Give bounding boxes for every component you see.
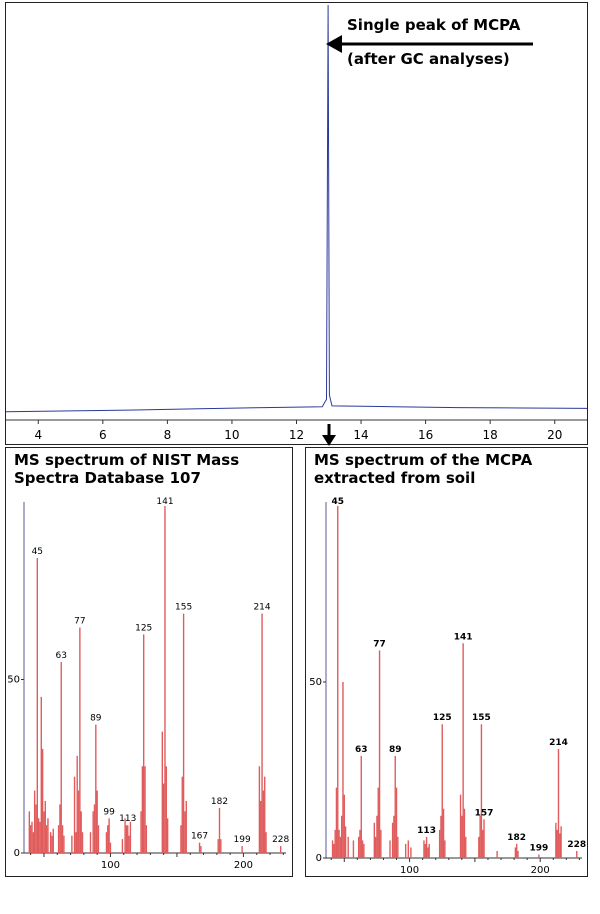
nist-spectrum-title-line-2: Spectra Database 107 — [14, 469, 201, 487]
soil-spectrum-peak-label: 125 — [432, 713, 452, 724]
chromatogram-x-tick-label: 8 — [163, 428, 172, 442]
soil-spectrum-title-line-2: extracted from soil — [314, 469, 476, 487]
chromatogram-x-tick-label: 14 — [353, 428, 369, 442]
chromatogram-x-tick-label: 16 — [417, 428, 434, 442]
soil-spectrum-peak-label: 89 — [388, 744, 402, 755]
soil-spectrum-panel — [305, 447, 588, 877]
soil-spectrum-peak-label: 199 — [529, 843, 549, 854]
annotation-line-2: (after GC analyses) — [347, 50, 510, 68]
chromatogram-x-tick-label: 4 — [34, 428, 43, 442]
nist-spectrum-peak-label: 99 — [103, 807, 115, 818]
nist-spectrum-y-tick-label: 50 — [7, 674, 20, 686]
nist-spectrum-panel — [5, 447, 293, 877]
soil-spectrum-title-line-1: MS spectrum of the MCPA — [314, 451, 533, 469]
nist-spectrum-peak-label: 199 — [233, 835, 251, 846]
nist-spectrum-peak-label: 182 — [210, 796, 229, 807]
soil-spectrum-x-tick-label: 100 — [400, 865, 420, 876]
nist-spectrum-peak-label: 167 — [190, 831, 209, 842]
soil-spectrum-peak-label: 157 — [474, 808, 494, 819]
nist-spectrum-peak-label: 89 — [90, 713, 102, 724]
nist-spectrum-peak-label: 228 — [272, 835, 290, 846]
chromatogram-x-tick-label: 12 — [288, 428, 305, 442]
chromatogram-panel — [5, 2, 588, 445]
soil-spectrum-peak-label: 77 — [373, 639, 386, 650]
nist-spectrum-title-line-1: MS spectrum of NIST Mass — [14, 451, 240, 469]
soil-spectrum-peak-label: 45 — [331, 497, 345, 507]
soil-spectrum-x-tick-label: 200 — [530, 865, 550, 876]
soil-spectrum-y-tick-label: 50 — [309, 677, 322, 688]
nist-spectrum-peak-label: 45 — [31, 547, 44, 558]
soil-spectrum-peak-label: 113 — [417, 825, 436, 836]
chromatogram-x-tick-label: 10 — [224, 428, 240, 442]
nist-spectrum-x-tick-label: 100 — [100, 860, 120, 871]
chromatogram-chart — [6, 3, 587, 444]
soil-spectrum-peak-label: 155 — [472, 713, 491, 724]
nist-spectrum-peak-label: 155 — [175, 602, 193, 613]
soil-spectrum-peak-label: 214 — [549, 737, 568, 748]
nist-spectrum-peak-label: 141 — [156, 497, 174, 507]
soil-spectrum-chart — [306, 448, 587, 876]
nist-spectrum-peak-label: 214 — [253, 602, 271, 613]
nist-spectrum-peak-label: 113 — [119, 814, 137, 825]
nist-spectrum-chart — [6, 448, 292, 876]
soil-spectrum-y-tick-label: 0 — [315, 853, 322, 864]
nist-spectrum-peak-label: 77 — [74, 616, 86, 627]
nist-spectrum-x-tick-label: 200 — [233, 860, 253, 871]
soil-spectrum-peak-label: 182 — [507, 832, 527, 843]
soil-spectrum-peak-label: 141 — [453, 632, 473, 643]
nist-spectrum-peak-label: 63 — [55, 651, 67, 662]
nist-spectrum-y-tick-label: 0 — [13, 848, 20, 859]
chromatogram-x-tick-label: 18 — [482, 428, 498, 442]
soil-spectrum-peak-label: 228 — [567, 839, 587, 850]
nist-spectrum-peak-label: 125 — [135, 623, 153, 634]
chromatogram-x-tick-label: 20 — [547, 428, 563, 442]
annotation-line-1: Single peak of MCPA — [347, 16, 521, 34]
soil-spectrum-peak-label: 63 — [354, 744, 368, 755]
chromatogram-x-tick-label: 6 — [99, 428, 107, 442]
